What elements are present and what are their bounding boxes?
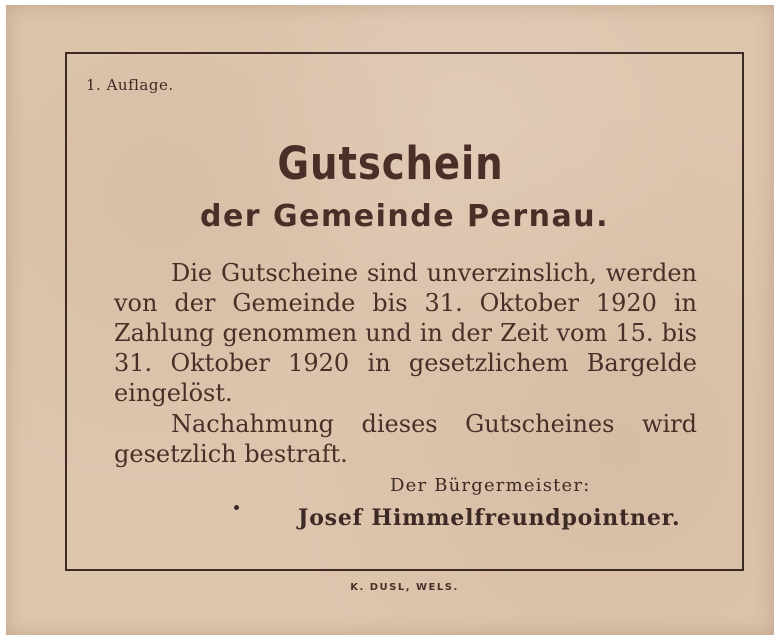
voucher-title: Gutschein	[277, 137, 504, 190]
edition-label: 1. Auflage.	[86, 76, 174, 94]
counterfeit-warning-paragraph: Nachahmung dieses Gutscheines wird gesetzlich bestraft.	[114, 410, 697, 468]
signer-title: Der Bürgermeister:	[390, 475, 591, 496]
ink-dot	[234, 505, 239, 510]
voucher-subtitle: der Gemeinde Pernau.	[199, 199, 610, 234]
signer-name: Josef Himmelfreundpointner.	[298, 505, 681, 531]
printer-imprint: K. DUSL, WELS.	[350, 582, 459, 593]
terms-paragraph: Die Gutscheine sind unverzinslich, werden von der Gemeinde bis 31. Oktober 1920 in Zahlung genommen und in der Zeit vom 15. bis 31. Oktober 1920 in gesetzlichem Bargelde eingelöst.	[114, 259, 697, 407]
